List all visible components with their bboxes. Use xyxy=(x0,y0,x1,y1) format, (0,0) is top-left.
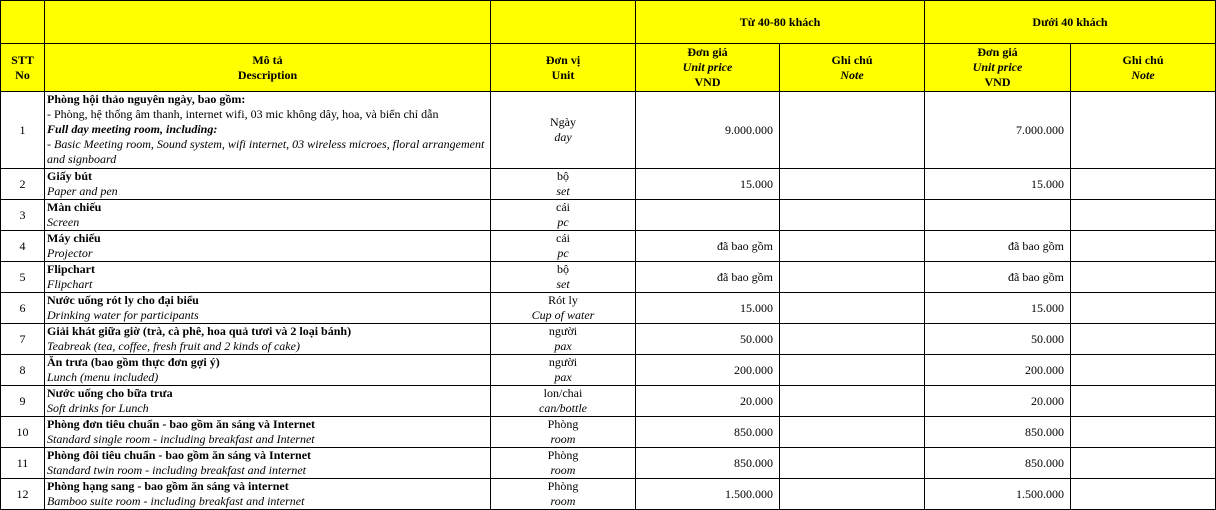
item-title-en: Full day meeting room, including: xyxy=(47,122,218,136)
unit-vi: cái xyxy=(556,231,570,245)
row-unit xyxy=(491,479,636,510)
row-description xyxy=(45,92,491,169)
note-under-40 xyxy=(1071,386,1216,417)
note-40-80 xyxy=(780,262,925,293)
note-header-en: Note xyxy=(840,67,864,82)
row-description xyxy=(45,262,491,293)
row-number: 11 xyxy=(1,448,45,479)
blank-header-cell xyxy=(45,1,491,44)
price-under-40 xyxy=(925,200,1071,231)
price-40-80: 1.500.000 xyxy=(636,479,780,510)
table-row xyxy=(1,293,1216,324)
note-40-80 xyxy=(780,169,925,200)
price-header-vi: Đơn giá xyxy=(977,45,1018,59)
price-40-80: 15.000 xyxy=(636,169,780,200)
note-40-80 xyxy=(780,231,925,262)
blank-header-cell xyxy=(491,1,636,44)
row-number: 1 xyxy=(1,92,45,169)
unit-vi: Ngày xyxy=(550,115,576,129)
price-40-80: 15.000 xyxy=(636,293,780,324)
item-title: Ăn trưa (bao gồm thực đơn gợi ý) xyxy=(47,355,220,369)
item-subtitle-en: Drinking water for participants xyxy=(47,308,199,322)
note-under-40 xyxy=(1071,355,1216,386)
price-header-currency: VND xyxy=(984,75,1011,89)
row-unit xyxy=(491,231,636,262)
price-under-40: 1.500.000 xyxy=(925,479,1071,510)
table-row xyxy=(1,200,1216,231)
price-under-40: 15.000 xyxy=(925,169,1071,200)
note-under-40 xyxy=(1071,262,1216,293)
unit-en: pc xyxy=(557,215,569,229)
price-40-80: 850.000 xyxy=(636,417,780,448)
row-description xyxy=(45,200,491,231)
unit-en: set xyxy=(556,277,570,291)
note-under-40 xyxy=(1071,417,1216,448)
unit-vi: Phòng xyxy=(547,448,579,462)
note-header-en: Note xyxy=(1131,67,1155,82)
table-row xyxy=(1,386,1216,417)
price-under-40: 850.000 xyxy=(925,448,1071,479)
row-unit xyxy=(491,417,636,448)
price-under-40: 50.000 xyxy=(925,324,1071,355)
item-subtitle-en: Lunch (menu included) xyxy=(47,370,159,384)
unit-vi: Phòng xyxy=(547,479,579,493)
row-number: 6 xyxy=(1,293,45,324)
unit-en: room xyxy=(550,432,576,446)
item-subtitle-en: Standard single room - including breakfast and Internet xyxy=(47,432,315,446)
item-title: Nước uống cho bữa trưa xyxy=(47,386,173,400)
row-description xyxy=(45,448,491,479)
table-row xyxy=(1,231,1216,262)
note-under-40 xyxy=(1071,324,1216,355)
item-subtitle-en: Bamboo suite room - including breakfast and internet xyxy=(47,494,305,508)
blank-header-cell xyxy=(1,1,45,44)
note-under-40 xyxy=(1071,231,1216,262)
price-40-80: 850.000 xyxy=(636,448,780,479)
no-header-label: No xyxy=(15,67,30,82)
price-under-40: 850.000 xyxy=(925,417,1071,448)
price-header-currency: VND xyxy=(694,75,721,89)
unit-en: room xyxy=(550,494,576,508)
note-40-80 xyxy=(780,417,925,448)
table-row xyxy=(1,479,1216,510)
unit-vi: Rót ly xyxy=(548,293,578,307)
unit-price-header-40-80 xyxy=(636,44,780,92)
row-unit xyxy=(491,448,636,479)
unit-header-en: Unit xyxy=(551,67,575,82)
unit-en: Cup of water xyxy=(531,308,595,322)
note-40-80 xyxy=(780,293,925,324)
price-40-80: đã bao gồm xyxy=(636,262,780,293)
table-row xyxy=(1,355,1216,386)
item-detail-en: - Basic Meeting room, Sound system, wifi internet, 03 wireless microes, floral arrangement and signboard xyxy=(47,137,485,166)
price-under-40: 15.000 xyxy=(925,293,1071,324)
table-row xyxy=(1,448,1216,479)
item-subtitle-en: Paper and pen xyxy=(47,184,118,198)
item-subtitle-en: Teabreak (tea, coffee, fresh fruit and 2 kinds of cake) xyxy=(47,339,300,353)
row-number: 9 xyxy=(1,386,45,417)
item-subtitle-en: Screen xyxy=(47,215,80,229)
price-under-40: đã bao gồm xyxy=(925,231,1071,262)
column-header-row xyxy=(1,44,1216,92)
price-under-40: 20.000 xyxy=(925,386,1071,417)
table-row xyxy=(1,324,1216,355)
price-header-en: Unit price xyxy=(972,60,1023,74)
unit-header-vi: Đơn vị xyxy=(545,52,581,67)
note-40-80 xyxy=(780,479,925,510)
row-description xyxy=(45,324,491,355)
row-description xyxy=(45,293,491,324)
note-under-40 xyxy=(1071,293,1216,324)
unit-en: can/bottle xyxy=(539,401,587,415)
note-under-40 xyxy=(1071,92,1216,169)
note-header-40-80 xyxy=(780,44,925,92)
row-unit xyxy=(491,386,636,417)
row-description xyxy=(45,355,491,386)
note-under-40 xyxy=(1071,479,1216,510)
description-header-vi: Mô tả xyxy=(252,52,283,67)
price-under-40: 7.000.000 xyxy=(925,92,1071,169)
price-header-vi: Đơn giá xyxy=(687,45,728,59)
price-under-40: đã bao gồm xyxy=(925,262,1071,293)
row-unit xyxy=(491,169,636,200)
group-header-40-80: Từ 40-80 khách xyxy=(636,1,925,44)
unit-vi: người xyxy=(548,355,578,369)
unit-en: pc xyxy=(557,246,569,260)
row-unit xyxy=(491,262,636,293)
price-40-80: 200.000 xyxy=(636,355,780,386)
item-subtitle-en: Soft drinks for Lunch xyxy=(47,401,149,415)
table-row xyxy=(1,169,1216,200)
item-subtitle-en: Flipchart xyxy=(47,277,93,291)
row-number: 12 xyxy=(1,479,45,510)
row-number: 2 xyxy=(1,169,45,200)
row-number: 8 xyxy=(1,355,45,386)
unit-vi: cái xyxy=(556,200,570,214)
note-under-40 xyxy=(1071,169,1216,200)
unit-vi: bộ xyxy=(557,262,569,276)
unit-vi: người xyxy=(548,324,578,338)
item-title: Phòng đơn tiêu chuẩn - bao gồm ăn sáng và Internet xyxy=(47,417,316,431)
unit-price-header-under-40 xyxy=(925,44,1071,92)
note-under-40 xyxy=(1071,200,1216,231)
row-description xyxy=(45,479,491,510)
unit-header xyxy=(491,44,636,92)
group-header-row xyxy=(1,1,1216,44)
unit-vi: lon/chai xyxy=(543,386,583,400)
note-header-vi: Ghi chú xyxy=(1122,52,1164,67)
stt-header xyxy=(1,44,45,92)
description-header xyxy=(45,44,491,92)
unit-en: set xyxy=(556,184,570,198)
row-unit xyxy=(491,200,636,231)
note-40-80 xyxy=(780,355,925,386)
table-row xyxy=(1,92,1216,169)
table-row xyxy=(1,417,1216,448)
unit-vi: bộ xyxy=(557,169,569,183)
item-detail-vi: - Phòng, hệ thống âm thanh, internet wifi, 03 mic không dây, hoa, và biển chỉ dẫn xyxy=(47,107,439,121)
item-title: Giấy bút xyxy=(47,169,93,183)
note-40-80 xyxy=(780,92,925,169)
row-unit xyxy=(491,355,636,386)
item-title: Phòng đôi tiêu chuẩn - bao gồm ăn sáng và Internet xyxy=(47,448,312,462)
description-header-en: Description xyxy=(237,67,298,82)
item-subtitle-en: Projector xyxy=(47,246,93,260)
price-40-80: đã bao gồm xyxy=(636,231,780,262)
unit-en: pax xyxy=(554,339,572,353)
note-40-80 xyxy=(780,386,925,417)
row-number: 7 xyxy=(1,324,45,355)
unit-vi: Phòng xyxy=(547,417,579,431)
row-unit xyxy=(491,293,636,324)
unit-en: day xyxy=(554,130,572,144)
price-40-80: 20.000 xyxy=(636,386,780,417)
item-title: Phòng hội thảo nguyên ngày, bao gồm: xyxy=(47,92,246,106)
row-description xyxy=(45,417,491,448)
note-header-vi: Ghi chú xyxy=(831,52,873,67)
note-40-80 xyxy=(780,448,925,479)
group-header-under-40: Dưới 40 khách xyxy=(925,1,1216,44)
row-number: 10 xyxy=(1,417,45,448)
row-description xyxy=(45,231,491,262)
price-under-40: 200.000 xyxy=(925,355,1071,386)
item-title: Giải khát giữa giờ (trà, cà phê, hoa quả tươi và 2 loại bánh) xyxy=(47,324,352,338)
unit-en: pax xyxy=(554,370,572,384)
price-header-en: Unit price xyxy=(682,60,733,74)
row-number: 5 xyxy=(1,262,45,293)
price-40-80 xyxy=(636,200,780,231)
row-description xyxy=(45,169,491,200)
item-title: Flipchart xyxy=(47,262,95,276)
row-unit xyxy=(491,92,636,169)
item-title: Màn chiếu xyxy=(47,200,102,214)
table-row xyxy=(1,262,1216,293)
row-unit xyxy=(491,324,636,355)
note-40-80 xyxy=(780,324,925,355)
price-40-80: 50.000 xyxy=(636,324,780,355)
note-40-80 xyxy=(780,200,925,231)
note-header-under-40 xyxy=(1071,44,1216,92)
row-number: 4 xyxy=(1,231,45,262)
item-title: Máy chiếu xyxy=(47,231,101,245)
unit-en: room xyxy=(550,463,576,477)
note-under-40 xyxy=(1071,448,1216,479)
item-subtitle-en: Standard twin room - including breakfast and internet xyxy=(47,463,306,477)
row-description xyxy=(45,386,491,417)
row-number: 3 xyxy=(1,200,45,231)
price-40-80: 9.000.000 xyxy=(636,92,780,169)
stt-header-label: STT xyxy=(11,52,34,67)
item-title: Nước uống rót ly cho đại biểu xyxy=(47,293,199,307)
item-title: Phòng hạng sang - bao gồm ăn sáng và internet xyxy=(47,479,289,493)
